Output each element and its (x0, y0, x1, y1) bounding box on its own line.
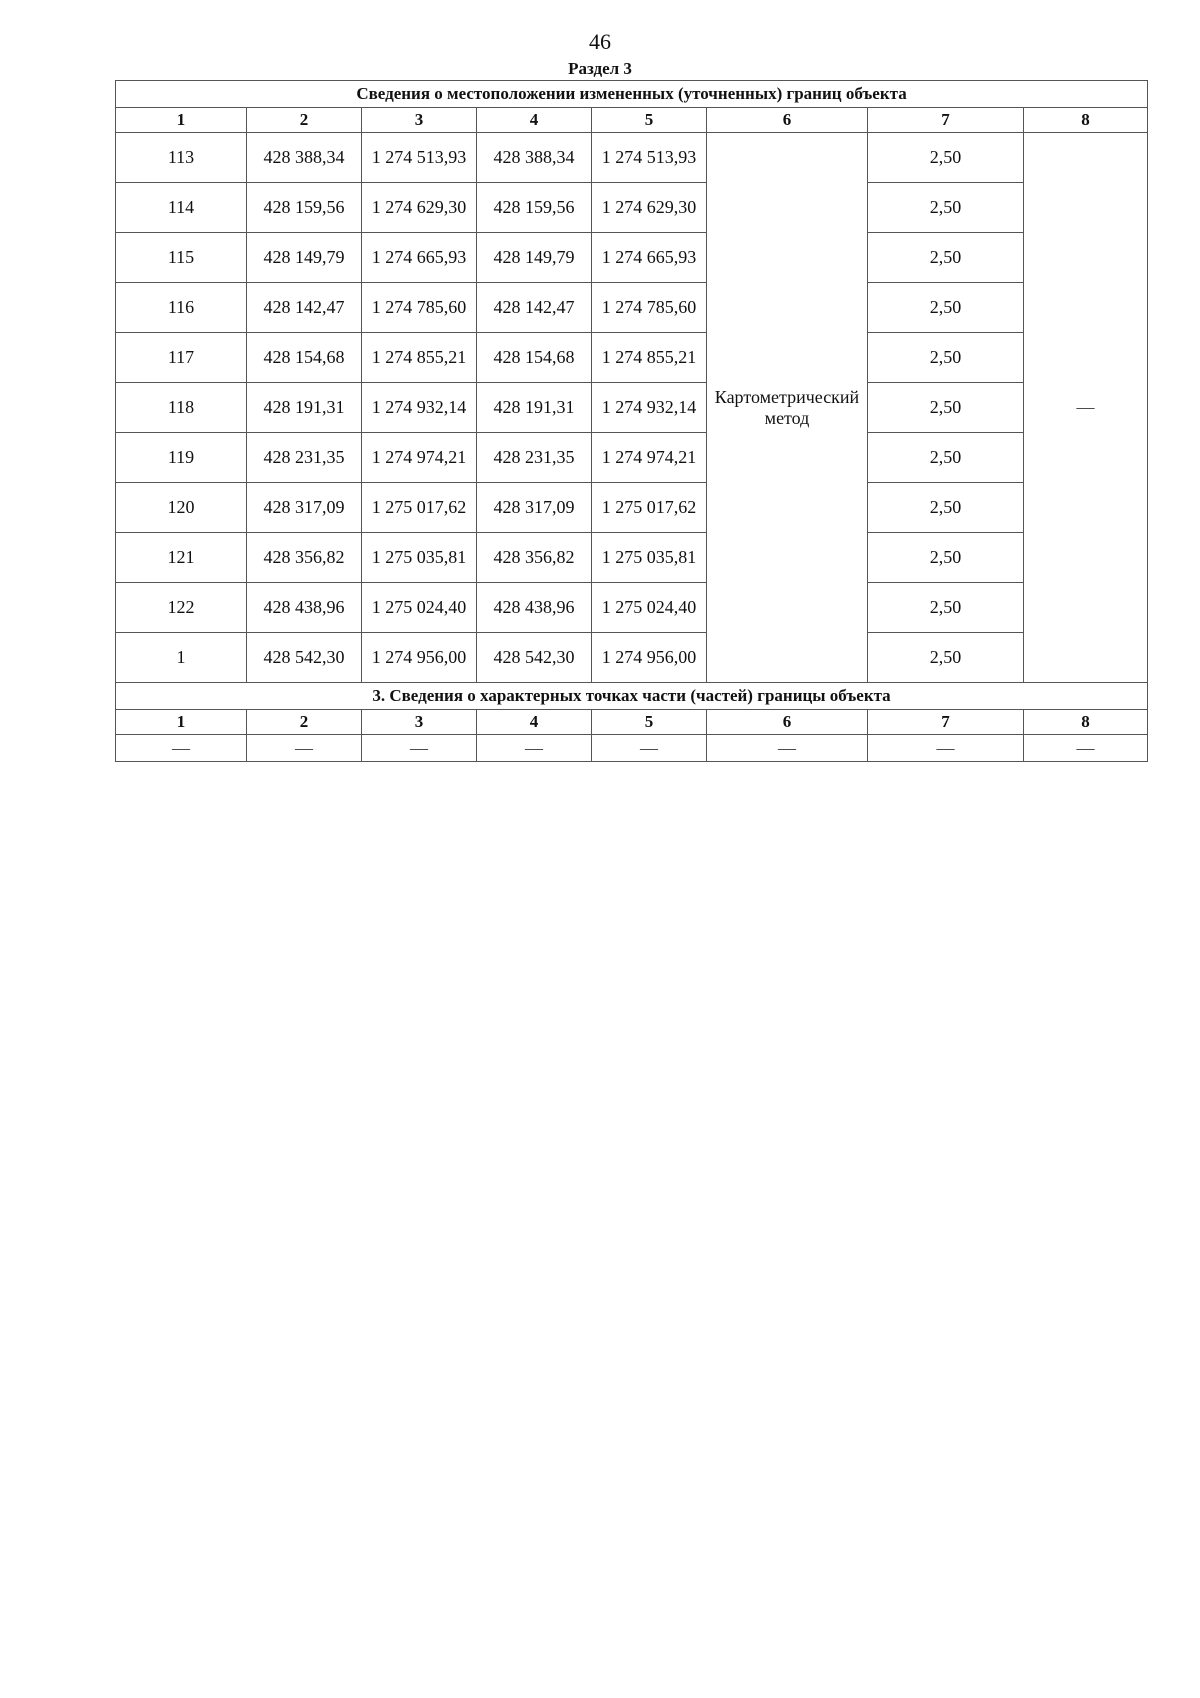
table-row (116, 583, 1148, 633)
x-coord-cell: 428 231,35 (477, 433, 592, 483)
table2-header-row (116, 710, 1148, 735)
dash-cell: — (362, 735, 477, 762)
y-coord-cell: 1 274 932,14 (362, 383, 477, 433)
x-coord-cell: 428 317,09 (247, 483, 362, 533)
table1-header-cell: 2 (247, 108, 362, 133)
x-coord-cell: 428 231,35 (247, 433, 362, 483)
y-coord-cell: 1 275 024,40 (362, 583, 477, 633)
x-coord-cell: 428 191,31 (247, 383, 362, 433)
table-row (116, 333, 1148, 383)
table1-header-cell: 3 (362, 108, 477, 133)
y-coord-cell: 1 275 024,40 (592, 583, 707, 633)
method-cell: Картометрический метод (707, 133, 868, 683)
y-coord-cell: 1 275 035,81 (362, 533, 477, 583)
y-coord-cell: 1 274 665,93 (362, 233, 477, 283)
y-coord-cell: 1 274 956,00 (362, 633, 477, 683)
x-coord-cell: 428 159,56 (477, 183, 592, 233)
dash-cell: — (477, 735, 592, 762)
table-row (116, 533, 1148, 583)
point-number-cell: 117 (116, 333, 247, 383)
point-number-cell: 1 (116, 633, 247, 683)
y-coord-cell: 1 275 017,62 (592, 483, 707, 533)
table-row (116, 735, 1148, 762)
table1-header-cell: 1 (116, 108, 247, 133)
section-title: Раздел 3 (568, 59, 632, 78)
x-coord-cell: 428 438,96 (247, 583, 362, 633)
table2-header-cell: 5 (592, 710, 707, 735)
point-number-cell: 114 (116, 183, 247, 233)
accuracy-cell: 2,50 (868, 633, 1024, 683)
y-coord-cell: 1 274 956,00 (592, 633, 707, 683)
y-coord-cell: 1 274 932,14 (592, 383, 707, 433)
y-coord-cell: 1 274 855,21 (592, 333, 707, 383)
point-number-cell: 121 (116, 533, 247, 583)
boundary-table (115, 80, 1148, 762)
table1-header-cell: 5 (592, 108, 707, 133)
table2-header-cell: 6 (707, 710, 868, 735)
y-coord-cell: 1 274 629,30 (592, 183, 707, 233)
y-coord-cell: 1 275 035,81 (592, 533, 707, 583)
table1-header-row (116, 108, 1148, 133)
table2-header-cell: 1 (116, 710, 247, 735)
table1-header-cell: 6 (707, 108, 868, 133)
point-number-cell: 120 (116, 483, 247, 533)
y-coord-cell: 1 274 513,93 (592, 133, 707, 183)
x-coord-cell: 428 388,34 (477, 133, 592, 183)
table2-title-row (116, 683, 1148, 710)
x-coord-cell: 428 388,34 (247, 133, 362, 183)
accuracy-cell: 2,50 (868, 183, 1024, 233)
table-row (116, 283, 1148, 333)
x-coord-cell: 428 142,47 (477, 283, 592, 333)
table2-header-cell: 3 (362, 710, 477, 735)
x-coord-cell: 428 149,79 (477, 233, 592, 283)
y-coord-cell: 1 274 513,93 (362, 133, 477, 183)
accuracy-cell: 2,50 (868, 383, 1024, 433)
x-coord-cell: 428 154,68 (247, 333, 362, 383)
accuracy-cell: 2,50 (868, 283, 1024, 333)
page-number: 46 (589, 29, 611, 54)
table-row (116, 133, 1148, 183)
table1-header-cell: 7 (868, 108, 1024, 133)
x-coord-cell: 428 317,09 (477, 483, 592, 533)
table2-header-cell: 7 (868, 710, 1024, 735)
table2-header-cell: 2 (247, 710, 362, 735)
table1-header-cell: 4 (477, 108, 592, 133)
table-row (116, 383, 1148, 433)
x-coord-cell: 428 149,79 (247, 233, 362, 283)
table-row (116, 233, 1148, 283)
boundary-table-body (116, 81, 1148, 762)
x-coord-cell: 428 542,30 (477, 633, 592, 683)
table-row (116, 433, 1148, 483)
table2-header-cell: 8 (1024, 710, 1148, 735)
y-coord-cell: 1 274 974,21 (362, 433, 477, 483)
x-coord-cell: 428 542,30 (247, 633, 362, 683)
point-number-cell: 118 (116, 383, 247, 433)
y-coord-cell: 1 274 665,93 (592, 233, 707, 283)
x-coord-cell: 428 154,68 (477, 333, 592, 383)
col8-cell: — (1024, 133, 1148, 683)
x-coord-cell: 428 356,82 (477, 533, 592, 583)
x-coord-cell: 428 356,82 (247, 533, 362, 583)
dash-cell: — (1024, 735, 1148, 762)
y-coord-cell: 1 274 785,60 (592, 283, 707, 333)
accuracy-cell: 2,50 (868, 583, 1024, 633)
dash-cell: — (247, 735, 362, 762)
accuracy-cell: 2,50 (868, 483, 1024, 533)
x-coord-cell: 428 159,56 (247, 183, 362, 233)
accuracy-cell: 2,50 (868, 433, 1024, 483)
dash-cell: — (592, 735, 707, 762)
accuracy-cell: 2,50 (868, 233, 1024, 283)
table1-header-cell: 8 (1024, 108, 1148, 133)
accuracy-cell: 2,50 (868, 533, 1024, 583)
dash-cell: — (116, 735, 247, 762)
x-coord-cell: 428 191,31 (477, 383, 592, 433)
dash-cell: — (868, 735, 1024, 762)
point-number-cell: 116 (116, 283, 247, 333)
point-number-cell: 119 (116, 433, 247, 483)
y-coord-cell: 1 274 974,21 (592, 433, 707, 483)
table1-title: Сведения о местоположении измененных (уточненных) границ объекта (116, 81, 1148, 108)
point-number-cell: 113 (116, 133, 247, 183)
x-coord-cell: 428 142,47 (247, 283, 362, 333)
table1-title-row (116, 81, 1148, 108)
table-row (116, 633, 1148, 683)
point-number-cell: 115 (116, 233, 247, 283)
table-row (116, 483, 1148, 533)
table2-header-cell: 4 (477, 710, 592, 735)
x-coord-cell: 428 438,96 (477, 583, 592, 633)
table-row (116, 183, 1148, 233)
accuracy-cell: 2,50 (868, 333, 1024, 383)
dash-cell: — (707, 735, 868, 762)
accuracy-cell: 2,50 (868, 133, 1024, 183)
table2-title: 3. Сведения о характерных точках части (частей) границы объекта (116, 683, 1148, 710)
point-number-cell: 122 (116, 583, 247, 633)
y-coord-cell: 1 275 017,62 (362, 483, 477, 533)
y-coord-cell: 1 274 855,21 (362, 333, 477, 383)
y-coord-cell: 1 274 629,30 (362, 183, 477, 233)
y-coord-cell: 1 274 785,60 (362, 283, 477, 333)
